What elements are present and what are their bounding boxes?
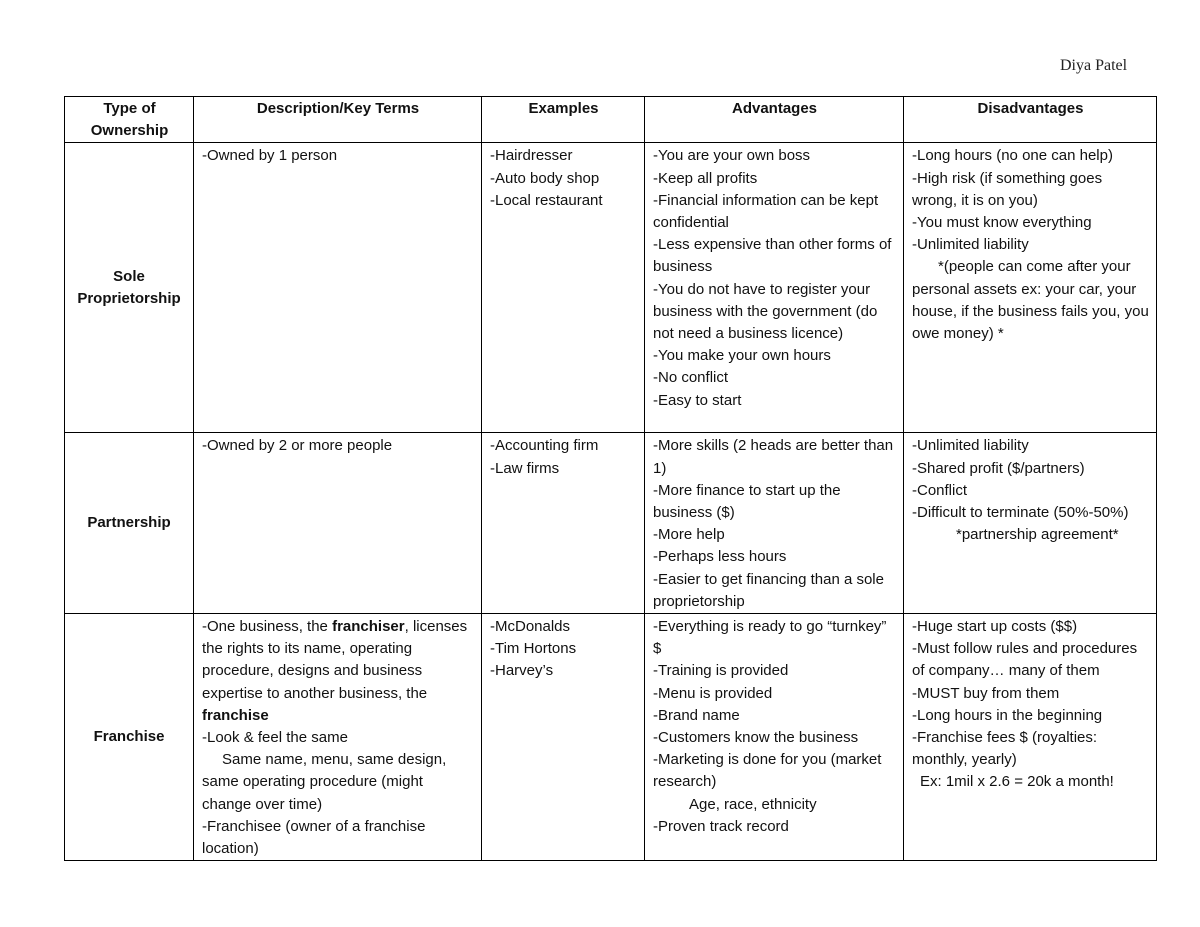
list-item-note: *partnership agreement*: [956, 526, 1119, 544]
list-item: -You do not have to register your business with the government (do not need a business licence): [653, 280, 882, 343]
list-item: -Owned by 1 person: [202, 147, 338, 165]
list-item: -More help: [653, 526, 725, 544]
list-item: -Menu is provided: [653, 684, 773, 702]
description-cell: [194, 433, 482, 614]
text-fragment: , licenses the rights to its name, operating procedure, designs and business expertise to another business, the: [202, 618, 472, 702]
advantages-cell: [645, 433, 904, 614]
type-sole-proprietorship: Sole Proprietorship: [65, 143, 194, 433]
list-item: -Difficult to terminate (50%-50%): [912, 504, 1129, 522]
list-item: -Unlimited liability: [912, 236, 1029, 254]
header-description: Description/Key Terms: [194, 97, 482, 143]
table-row-sole-proprietorship: [65, 143, 1157, 433]
author-name: Diya Patel: [1060, 57, 1128, 74]
header-row: [65, 97, 1157, 143]
list-item: -McDonalds: [490, 618, 571, 636]
type-franchise: Franchise: [65, 614, 194, 861]
list-item: -Must follow rules and procedures of company… many of them: [912, 640, 1142, 680]
list-item: -Easier to get financing than a sole proprietorship: [653, 570, 889, 610]
list-item: -You are your own boss: [653, 147, 811, 165]
advantages-cell: [645, 143, 904, 433]
list-item-sub: Same name, menu, same design, same operating procedure (might change over time): [202, 751, 451, 813]
list-item-note: *(people can come after your personal assets ex: your car, your house, if the business fails you, you owe money) *: [912, 258, 1153, 343]
list-item: -Financial information can be kept confidential: [653, 191, 883, 232]
list-item: -Conflict: [912, 481, 968, 499]
list-item: -Brand name: [653, 706, 740, 724]
disadvantages-cell: [904, 614, 1157, 861]
list-item: -Less expensive than other forms of business: [653, 236, 896, 276]
list-item: -No conflict: [653, 369, 729, 387]
type-partnership: Partnership: [65, 433, 194, 614]
description-cell: [194, 143, 482, 433]
list-item: -Perhaps less hours: [653, 548, 787, 566]
key-term-franchise: franchise: [202, 706, 269, 724]
examples-cell: [482, 433, 645, 614]
list-item: -Hairdresser: [490, 147, 573, 165]
examples-cell: [482, 143, 645, 433]
list-item: -Long hours (no one can help): [912, 147, 1113, 165]
list-item: -Look & feel the same: [202, 729, 348, 747]
list-item: -MUST buy from them: [912, 684, 1060, 702]
description-cell: [194, 614, 482, 861]
list-item: -Huge start up costs ($$): [912, 618, 1078, 636]
ownership-table: [64, 96, 1157, 861]
text-fragment: -One business, the: [202, 618, 333, 636]
list-item: -Auto body shop: [490, 169, 600, 187]
list-item: -Marketing is done for you (market research): [653, 751, 886, 791]
list-item: -More skills (2 heads are better than 1): [653, 437, 898, 477]
list-item: -Customers know the business: [653, 729, 859, 747]
list-item: -Proven track record: [653, 817, 789, 835]
list-item: -Owned by 2 or more people: [202, 437, 393, 455]
list-item: -Easy to start: [653, 391, 742, 409]
list-item: -Shared profit ($/partners): [912, 459, 1085, 477]
list-item: [202, 616, 474, 727]
list-item: -Keep all profits: [653, 169, 758, 187]
list-item: -Tim Hortons: [490, 640, 577, 658]
header-examples: Examples: [482, 97, 645, 143]
header-type: Type of Ownership: [65, 97, 194, 143]
examples-cell: [482, 614, 645, 861]
list-item: -Franchisee (owner of a franchise location): [202, 817, 430, 858]
list-item: -Harvey’s: [490, 662, 554, 680]
list-item-sub: Ex: 1mil x 2.6 = 20k a month!: [920, 773, 1114, 791]
list-item: -You must know everything: [912, 214, 1092, 232]
key-term-franchiser: franchiser: [332, 618, 405, 636]
list-item: -Accounting firm: [490, 437, 599, 455]
list-item: -Long hours in the beginning: [912, 706, 1103, 724]
list-item: -Law firms: [490, 459, 560, 477]
list-item-sub: Age, race, ethnicity: [689, 795, 817, 813]
list-item: -Local restaurant: [490, 191, 603, 209]
list-item: -You make your own hours: [653, 347, 831, 365]
list-item: -Franchise fees $ (royalties: monthly, yearly): [912, 729, 1102, 769]
disadvantages-cell: [904, 143, 1157, 433]
list-item: -More finance to start up the business ($): [653, 481, 845, 522]
list-item: -Unlimited liability: [912, 437, 1029, 455]
table-row-franchise: [65, 614, 1157, 861]
list-item: -Everything is ready to go “turnkey” $: [653, 618, 891, 658]
advantages-cell: [645, 614, 904, 861]
list-item: -High risk (if something goes wrong, it is on you): [912, 169, 1107, 209]
header-advantages: Advantages: [645, 97, 904, 143]
header-disadvantages: Disadvantages: [904, 97, 1157, 143]
list-item: -Training is provided: [653, 662, 789, 680]
disadvantages-cell: [904, 433, 1157, 614]
table-row-partnership: [65, 433, 1157, 614]
